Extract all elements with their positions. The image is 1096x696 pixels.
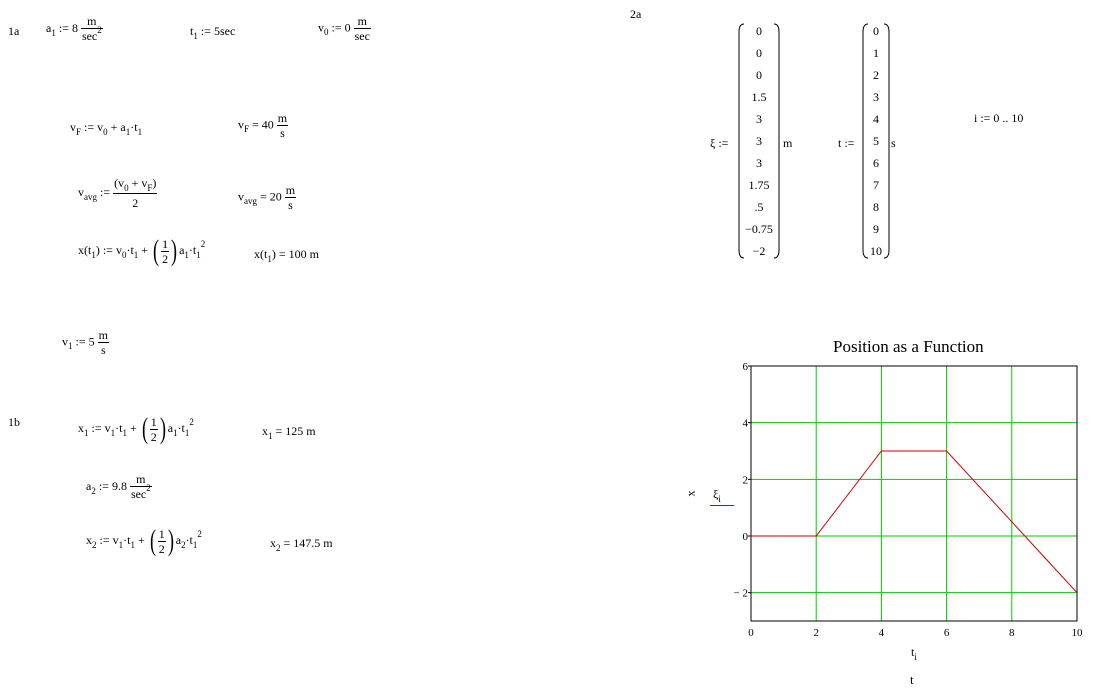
section-label-1a: 1a (8, 24, 20, 38)
series-point (750, 535, 751, 536)
eq-a1-definition[interactable]: $a_1$ := 8 $\frac{m}{\sec^2}$ (46, 14, 102, 43)
chart-title: Position as a Function (833, 337, 984, 356)
y-tick-label: 4 (742, 417, 748, 430)
t-matrix-cell[interactable]: 2 (873, 68, 879, 82)
chart-grid (751, 366, 1077, 621)
eq-x2-result[interactable]: $x_2 = 147.5$ m (270, 536, 333, 553)
eq-x-t1-result[interactable]: $x(t_1) = 100$ m (254, 247, 319, 264)
eq-vavg-result[interactable]: $v_{avg} = 20$ $\frac{m}{s}$ (238, 183, 296, 212)
section-label-2a: 2a (630, 7, 642, 21)
chart-series (750, 450, 1077, 593)
plot-frame (751, 366, 1077, 621)
x-axis-label: t (910, 672, 914, 687)
eq-vF-result[interactable]: $v_F = 40$ $\frac{m}{s}$ (238, 111, 288, 140)
t-matrix[interactable] (862, 22, 890, 260)
eq-v0-definition[interactable]: $v_0$ := 0 $\frac{m}{\sec}$ (318, 14, 370, 43)
series-point (881, 450, 882, 451)
x-tick-label: 4 (878, 627, 885, 639)
section-label-1b: 1b (8, 415, 20, 429)
eq-x1-result[interactable]: $x_1 = 125$ m (262, 424, 316, 441)
series-point (913, 450, 914, 451)
xi-matrix-cell[interactable]: 3 (756, 156, 762, 170)
xi-matrix-cell[interactable]: −2 (752, 244, 766, 258)
t-matrix-cell[interactable]: 7 (873, 178, 879, 192)
t-matrix-cell[interactable]: 4 (873, 112, 879, 126)
t-matrix-cell[interactable]: 9 (873, 222, 879, 236)
y-tick-label: 0 (742, 531, 748, 543)
x-axis-sublabel: $t_i$ (911, 645, 917, 662)
chart-ticks (734, 361, 1083, 639)
x-tick-label: 0 (748, 627, 754, 639)
xi-matrix-cell[interactable]: .5 (754, 200, 764, 214)
x-tick-label: 8 (1009, 627, 1015, 639)
t-matrix-label: t := (838, 136, 855, 150)
eq-vF-definition[interactable]: $v_F$ := $v_0 + a_1\cdot t_1$ (70, 120, 143, 137)
xi-matrix-cell[interactable]: 0 (756, 68, 762, 82)
series-point (848, 493, 849, 494)
t-matrix-cell[interactable]: 3 (873, 90, 879, 104)
series-line-xi (751, 451, 1077, 593)
eq-a2-definition[interactable]: $a_2$ := 9.8 $\frac{m}{\sec^2}$ (86, 472, 151, 501)
eq-vavg-definition[interactable]: $v_{avg}$ := $\frac{(v_0 + v_F)}{2}$ (78, 176, 157, 210)
xi-matrix[interactable] (738, 22, 780, 260)
eq-range-i[interactable]: i := 0 .. 10 (974, 111, 1024, 125)
series-point (816, 535, 817, 536)
x-tick-label: 6 (943, 627, 950, 639)
legend-line (710, 505, 734, 506)
xi-matrix-cell[interactable]: 3 (756, 134, 762, 148)
t-matrix-cell[interactable]: 10 (870, 244, 882, 258)
xi-matrix-cell[interactable]: −0.75 (745, 222, 773, 236)
xi-matrix-cell[interactable]: 0 (756, 24, 762, 38)
eq-x2-definition[interactable]: $x_2$ := $v_1\cdot t_1$ + ( $\frac{1}{2}$ ) $a_2\cdot t_1^2$ (86, 524, 202, 557)
y-tick-label: 2 (742, 474, 748, 487)
legend-label: $\xi_i$ (713, 487, 721, 504)
series-point (1011, 521, 1012, 522)
t-matrix-cell[interactable]: 1 (873, 46, 879, 60)
t-matrix-unit: s (891, 136, 896, 150)
xi-matrix-cell[interactable]: 3 (756, 112, 762, 126)
t-matrix-cell[interactable]: 5 (873, 134, 879, 148)
y-axis-label: x (683, 490, 698, 497)
x-tick-label: 2 (813, 627, 819, 639)
eq-x-t1-definition[interactable]: $x(t_1)$ := $v_0\cdot t_1$ + ( $\frac{1}{2}$ ) $a_1\cdot t_1^2$ (78, 234, 206, 267)
xi-matrix-cell[interactable]: 0 (756, 46, 762, 60)
y-tick-label: − 2 (733, 587, 748, 600)
series-point (783, 535, 784, 536)
xi-matrix-label: ξ := (710, 136, 729, 150)
t-matrix-cell[interactable]: 0 (873, 24, 879, 38)
t-matrix-cell[interactable]: 8 (873, 200, 879, 214)
eq-t1-definition[interactable]: $t_1$ := 5sec (190, 24, 236, 41)
y-tick-label: 6 (742, 361, 748, 373)
t-matrix-cell[interactable]: 6 (873, 156, 879, 170)
xi-matrix-cell[interactable]: 1.75 (748, 178, 770, 192)
series-point (1044, 557, 1045, 558)
x-tick-label: 10 (1071, 627, 1083, 639)
series-point (946, 450, 947, 451)
xi-matrix-unit: m (783, 136, 793, 150)
series-point (979, 486, 980, 487)
eq-v1-definition[interactable]: $v_1$ := 5 $\frac{m}{s}$ (62, 328, 108, 357)
series-point (1076, 592, 1077, 593)
eq-x1-definition[interactable]: $x_1$ := $v_1\cdot t_1$ + ( $\frac{1}{2}$ ) $a_1\cdot t_1^2$ (78, 412, 194, 445)
xi-matrix-cell[interactable]: 1.5 (751, 90, 767, 104)
